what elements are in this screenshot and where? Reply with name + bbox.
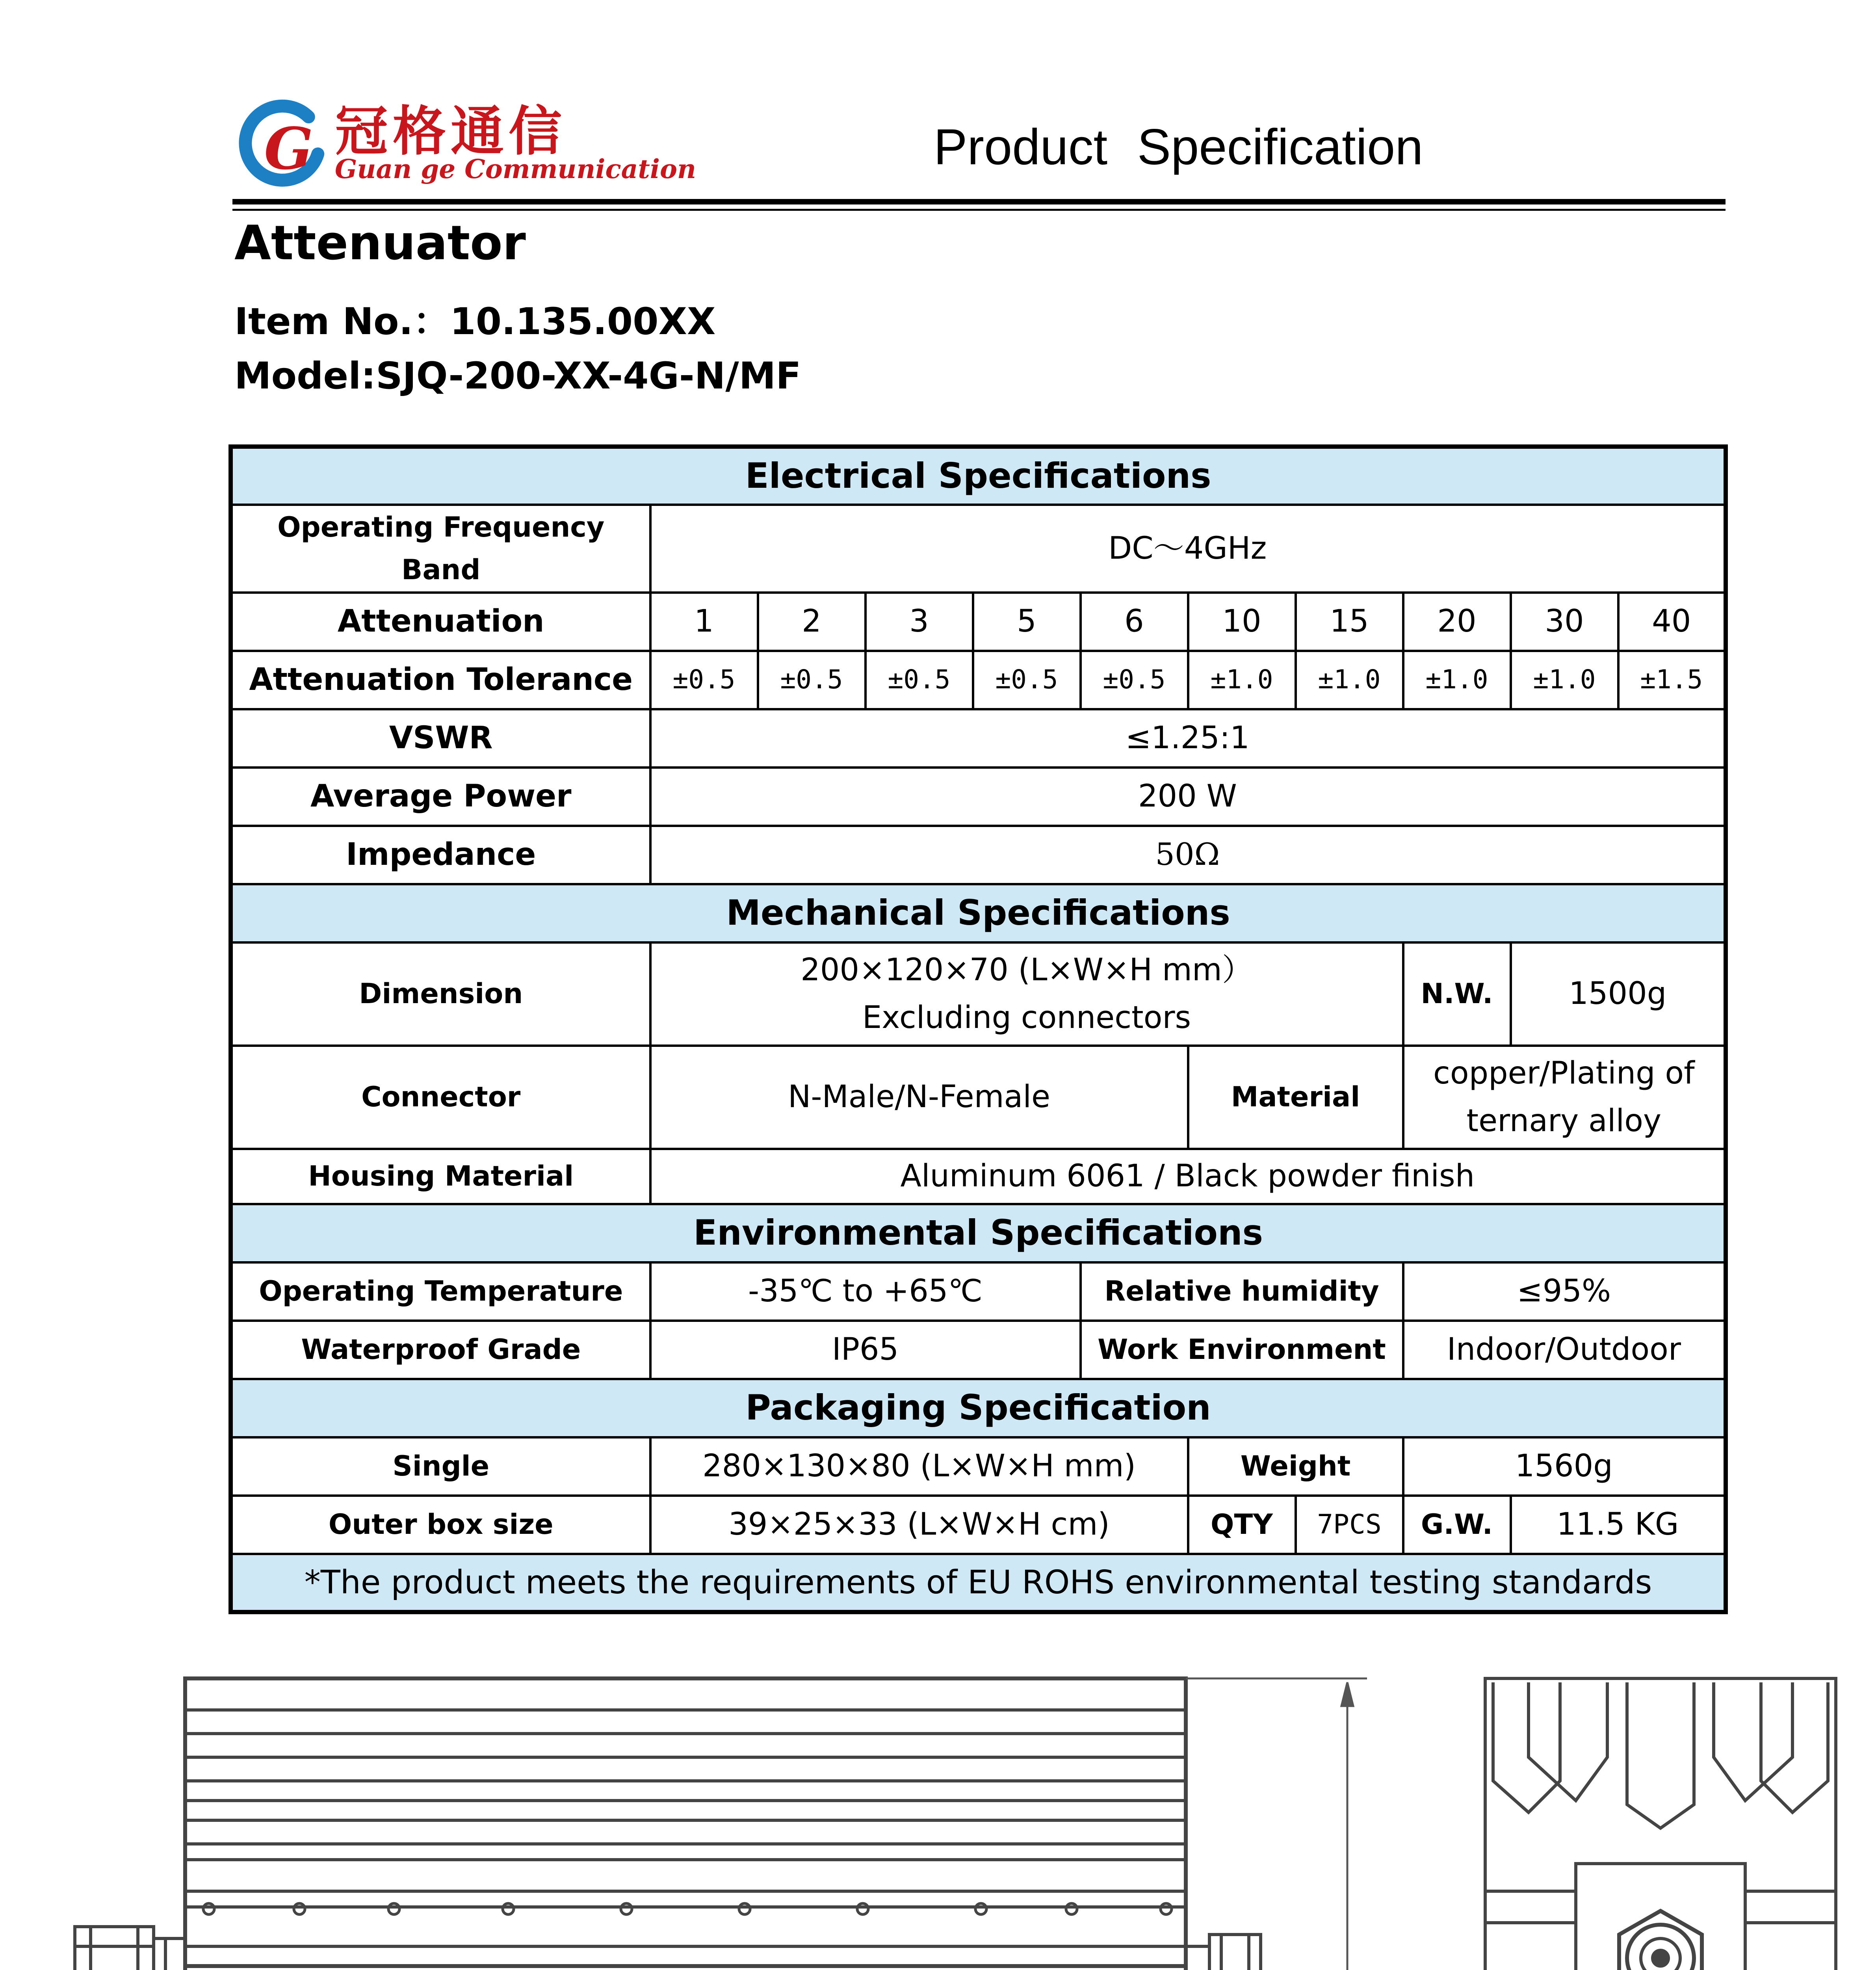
qty-label: QTY [1188, 1496, 1296, 1554]
company-logo [236, 89, 696, 195]
item-number: Item No.：10.135.00XX [234, 300, 716, 343]
dimension-value-line: 200×120×70 (L×W×H mm） [801, 952, 1253, 988]
impedance-row [231, 826, 1726, 884]
attenuation-value: 1 [650, 593, 758, 651]
power-value: 200 W [650, 768, 1726, 826]
tolerance-value: ±0.5 [1081, 651, 1188, 709]
outer-box-value: 39×25×33 (L×W×H cm) [650, 1496, 1188, 1554]
net-weight-value: 1500g [1511, 942, 1726, 1046]
housing-row [231, 1149, 1726, 1204]
single-value: 280×130×80 (L×W×H mm) [650, 1437, 1188, 1496]
dimension-row [231, 942, 1726, 1046]
attenuation-value: 2 [758, 593, 866, 651]
document-title: Product Specification [934, 119, 1423, 175]
impedance-value: 50Ω [650, 826, 1726, 884]
work-environment-label: Work Environment [1081, 1321, 1403, 1379]
electrical-header-row [231, 447, 1726, 505]
svg-text:G: G [264, 115, 313, 183]
attenuator-end-view [1485, 1678, 1836, 1970]
frequency-row [231, 505, 1726, 593]
temperature-value: -35℃ to +65℃ [650, 1262, 1081, 1321]
packaging-header-row [231, 1379, 1726, 1437]
tolerance-value: ±1.0 [1188, 651, 1296, 709]
logo-mark-icon [236, 97, 329, 189]
qty-value: 7PCS [1296, 1496, 1403, 1554]
attenuation-value: 15 [1296, 593, 1403, 651]
weight-value: 1560g [1403, 1437, 1726, 1496]
frequency-label: Operating Frequency Band [231, 505, 650, 593]
tolerance-value: ±1.0 [1296, 651, 1403, 709]
header-rule [232, 199, 1726, 204]
work-environment-value: Indoor/Outdoor [1403, 1321, 1726, 1379]
dimension-value [650, 942, 1403, 1046]
logo-chinese-name: 冠格通信 [335, 100, 567, 162]
technical-drawing [0, 1615, 1876, 1970]
material-label: Material [1188, 1046, 1403, 1149]
material-value [1403, 1046, 1726, 1149]
mechanical-header-row [231, 884, 1726, 942]
footnote-row [231, 1554, 1726, 1612]
tolerance-value: ±0.5 [650, 651, 758, 709]
power-row [231, 768, 1726, 826]
attenuation-value: 6 [1081, 593, 1188, 651]
gross-weight-value: 11.5 KG [1511, 1496, 1726, 1554]
impedance-label: Impedance [231, 826, 650, 884]
weight-label: Weight [1188, 1437, 1403, 1496]
connector-value: N-Male/N-Female [650, 1046, 1188, 1149]
n-male-connector [75, 1927, 185, 1970]
material-value-line: ternary alloy [1466, 1103, 1662, 1139]
connector-label: Connector [231, 1046, 650, 1149]
attenuation-value: 30 [1511, 593, 1618, 651]
outer-box-row [231, 1496, 1726, 1554]
attenuation-value: 5 [973, 593, 1081, 651]
attenuation-value: 20 [1403, 593, 1511, 651]
attenuator-side-view [75, 1678, 1261, 1970]
connector-row [231, 1046, 1726, 1149]
power-label: Average Power [231, 768, 650, 826]
tolerance-label: Attenuation Tolerance [231, 651, 650, 709]
vswr-label: VSWR [231, 709, 650, 768]
tolerance-row [231, 651, 1726, 709]
tolerance-value: ±0.5 [973, 651, 1081, 709]
packaging-heading: Packaging Specification [231, 1379, 1726, 1437]
housing-value: Aluminum 6061 / Black powder finish [650, 1149, 1726, 1204]
outer-box-label: Outer box size [231, 1496, 650, 1554]
attenuation-value: 10 [1188, 593, 1296, 651]
mechanical-heading: Mechanical Specifications [231, 884, 1726, 942]
model-number: Model:SJQ-200-XX-4G-N/MF [234, 355, 801, 398]
waterproof-label: Waterproof Grade [231, 1321, 650, 1379]
logo-english-name: Guan ge Communication [335, 154, 696, 184]
product-title: Attenuator [234, 216, 526, 271]
rohs-footnote: *The product meets the requirements of EU ROHS environmental testing standards [231, 1554, 1726, 1612]
attenuation-row [231, 593, 1726, 651]
environmental-header-row [231, 1204, 1726, 1262]
temperature-row [231, 1262, 1726, 1321]
tolerance-value: ±1.0 [1511, 651, 1618, 709]
gross-weight-label: G.W. [1403, 1496, 1511, 1554]
width-dimension [1186, 1678, 1367, 1970]
dimension-label: Dimension [231, 942, 650, 1046]
humidity-label: Relative humidity [1081, 1262, 1403, 1321]
tolerance-value: ±1.5 [1618, 651, 1726, 709]
waterproof-row [231, 1321, 1726, 1379]
waterproof-value: IP65 [650, 1321, 1081, 1379]
header-rule-thin [232, 209, 1726, 211]
attenuation-label: Attenuation [231, 593, 650, 651]
frequency-value: DC～4GHz [650, 505, 1726, 593]
n-female-connector [1186, 1935, 1261, 1970]
net-weight-label: N.W. [1403, 942, 1511, 1046]
specification-table [228, 444, 1728, 1614]
temperature-label: Operating Temperature [231, 1262, 650, 1321]
vswr-value: ≤1.25:1 [650, 709, 1726, 768]
single-label: Single [231, 1437, 650, 1496]
electrical-heading: Electrical Specifications [231, 447, 1726, 505]
attenuation-value: 3 [866, 593, 973, 651]
tolerance-value: ±0.5 [758, 651, 866, 709]
attenuation-value: 40 [1618, 593, 1726, 651]
humidity-value: ≤95% [1403, 1262, 1726, 1321]
material-value-line: copper/Plating of [1433, 1055, 1695, 1091]
dimension-value-line: Excluding connectors [862, 1000, 1191, 1035]
environmental-heading: Environmental Specifications [231, 1204, 1726, 1262]
housing-label: Housing Material [231, 1149, 650, 1204]
tolerance-value: ±1.0 [1403, 651, 1511, 709]
tolerance-value: ±0.5 [866, 651, 973, 709]
vswr-row [231, 709, 1726, 768]
single-row [231, 1437, 1726, 1496]
